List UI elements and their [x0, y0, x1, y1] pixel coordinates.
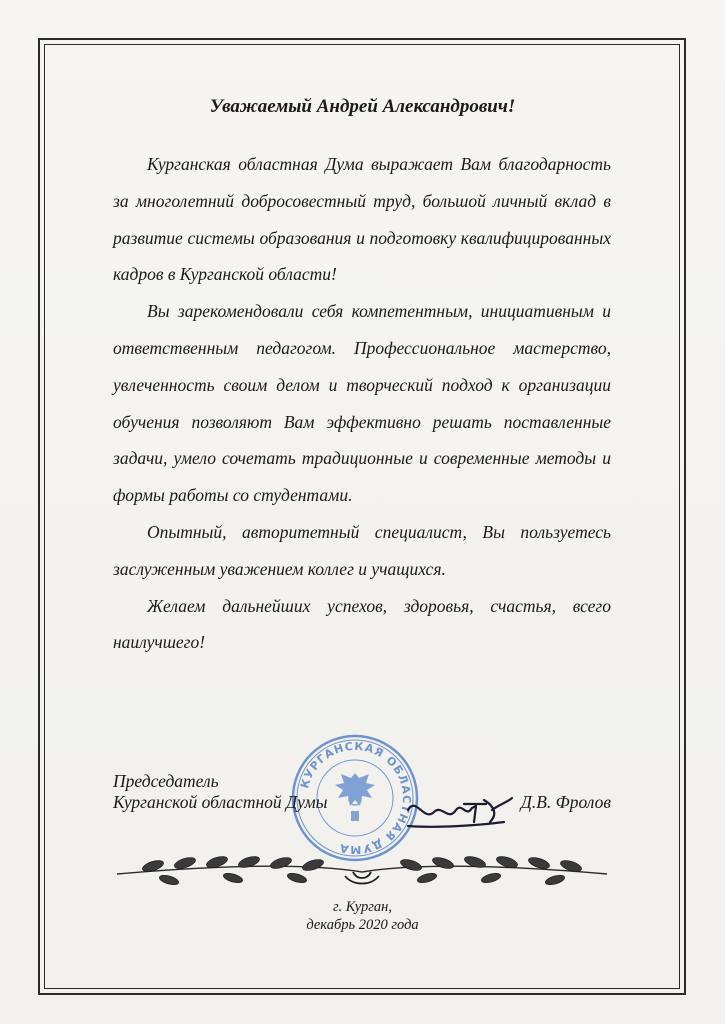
letter-place: г. Курган, — [333, 899, 392, 915]
place-date — [0, 898, 725, 934]
paragraph-gratitude: Курганская областная Дума выражает Вам благодарность за многолетний добросовестный труд, большой личный вклад в развитие системы образования и подготовку квалифицированных кадров в Курганской области! — [113, 154, 611, 285]
signatory-position-line2: Курганской областной Думы — [113, 792, 328, 812]
signatory-name: Д.В. Фролов — [520, 792, 611, 812]
letter-greeting: Уважаемый Андрей Александрович! — [209, 96, 516, 117]
paragraph-respect: Опытный, авторитетный специалист, Вы пользуетесь заслуженным уважением коллег и учащихся. — [113, 521, 611, 579]
seal-text: КУРГАНСКАЯ ОБЛАСТНАЯ ДУМА — [298, 739, 414, 857]
laurel-ornament-icon — [113, 850, 611, 894]
paragraph-recognition: Вы зарекомендовали себя компетентным, инициативным и ответственным педагогом. Профессиональное мастерство, увлеченность своим делом и творческий подход к организации обучения позволяют Вам эффективно решать поставленные задачи, умело сочетать традиционные и современные методы и формы работы со студентами. — [113, 301, 611, 506]
signatory-position-line1: Председатель — [113, 771, 219, 791]
letter-date: декабрь 2020 года — [306, 917, 419, 933]
paragraph-wishes: Желаем дальнейших успехов, здоровья, счастья, всего наилучшего! — [113, 595, 611, 653]
letter-body — [113, 146, 611, 661]
signature-block — [113, 771, 611, 813]
